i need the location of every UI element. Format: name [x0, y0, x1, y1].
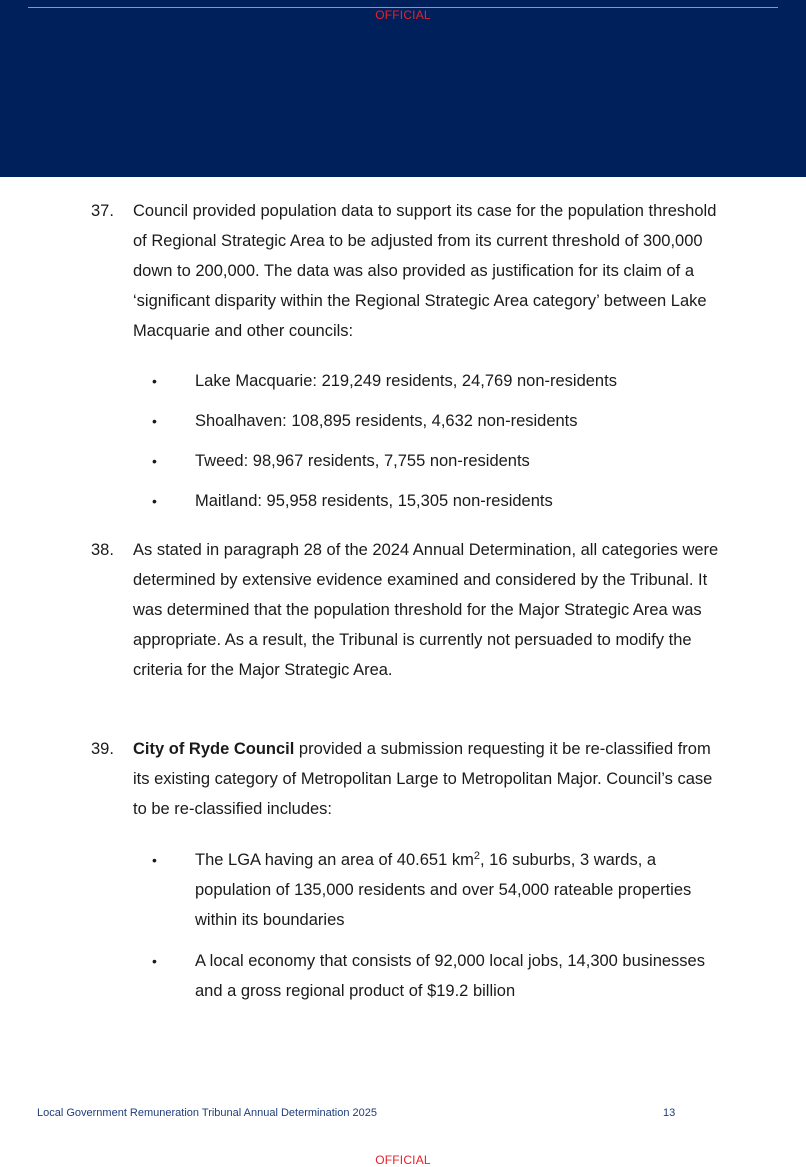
council-name: City of Ryde Council	[133, 740, 295, 758]
list-item: • Tweed: 98,967 residents, 7,755 non-residents	[152, 452, 530, 470]
paragraph-number: 37.	[91, 202, 114, 220]
list-item: • A local economy that consists of 92,000 local jobs, 14,300 businesses and a gross regional product of $19.2 billion	[152, 952, 705, 1000]
paragraph-number: 39.	[91, 740, 114, 758]
list-item: • Lake Macquarie: 219,249 residents, 24,769 non-residents	[152, 372, 617, 390]
paragraph-text: Council provided population data to support its case for the population threshold of Regional Strategic Area to be adjusted from its current threshold of 300,000 down to 200,000. The data was also provided as justification for its claim of a ‘significant disparity within the Regional Strategic Area category’ between Lake Macquarie and other councils:	[133, 202, 717, 340]
classification-label-top: OFFICIAL	[375, 8, 431, 22]
paragraph-37	[91, 196, 721, 346]
list-item: • Maitland: 95,958 residents, 15,305 non-residents	[152, 492, 553, 510]
bullet-list-population	[150, 366, 710, 526]
paragraph-number: 38.	[91, 541, 114, 559]
paragraph-38	[91, 535, 721, 685]
list-item: • The LGA having an area of 40.651 $km^2$, 16 suburbs, 3 wards, a population of 135,000 residents and over 54,000 rateable properties within its boundaries	[152, 850, 692, 929]
paragraph-39	[91, 734, 721, 824]
classification-label-bottom: OFFICIAL	[375, 1153, 431, 1167]
header-band	[0, 0, 806, 177]
footer-document-title: Local Government Remuneration Tribunal Annual Determination 2025	[37, 1107, 377, 1119]
page-number: 13	[663, 1107, 676, 1119]
paragraph-text: As stated in paragraph 28 of the 2024 Annual Determination, all categories were determined by extensive evidence examined and considered by the Tribunal. It was determined that the population threshold for the Major Strategic Area was appropriate. As a result, the Tribunal is currently not persuaded to modify the criteria for the Major Strategic Area.	[133, 541, 719, 679]
list-item: • Shoalhaven: 108,895 residents, 4,632 non-residents	[152, 412, 578, 430]
bullet-list-ryde-case	[150, 845, 710, 1017]
paragraph-text: City of Ryde Council provided a submission requesting it be re-classified from its existing category of Metropolitan Large to Metropolitan Major. Council’s case to be re-classified includes:	[133, 740, 713, 818]
